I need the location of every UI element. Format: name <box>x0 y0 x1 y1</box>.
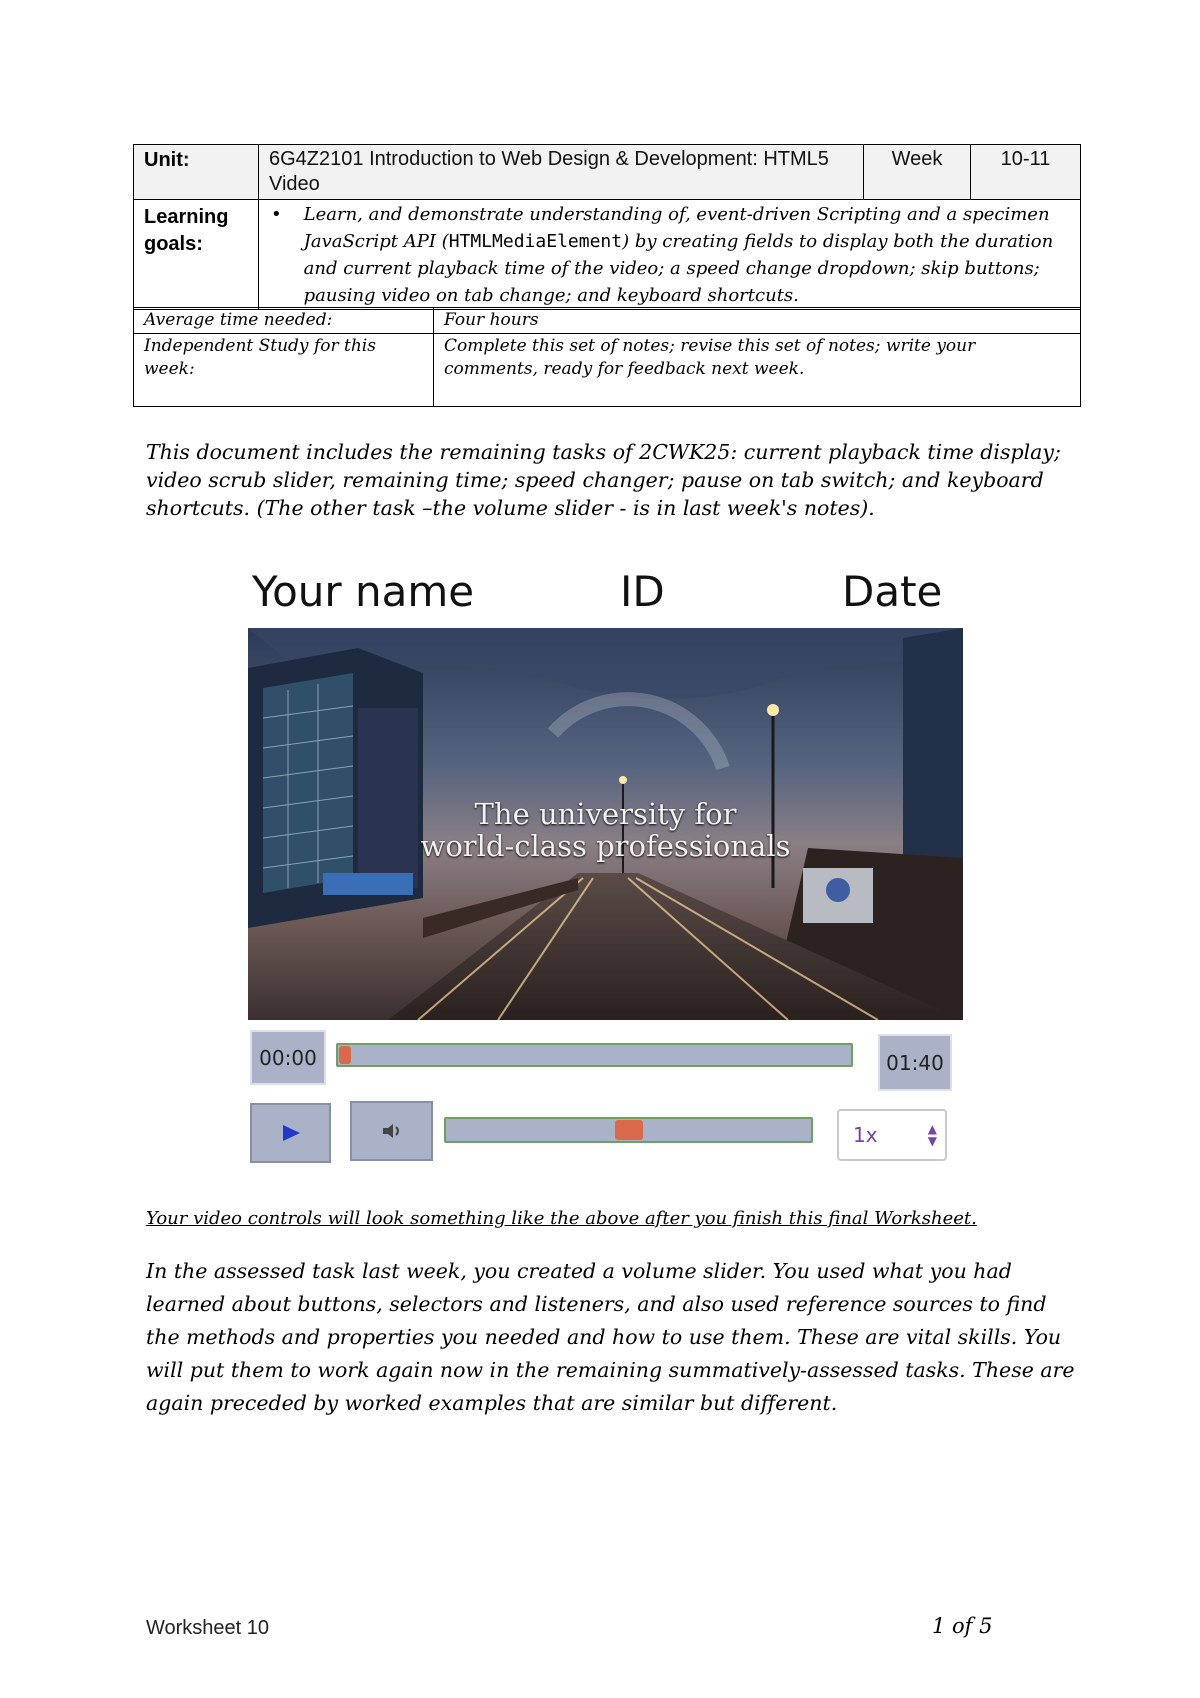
goals-code: HTMLMediaElement <box>448 231 623 252</box>
figure-caption: Your video controls will look something like the above after you finish this final Worksheet. <box>146 1208 977 1229</box>
volume-slider-thumb[interactable] <box>615 1120 643 1140</box>
mute-button[interactable] <box>350 1101 433 1161</box>
overlay-line-2: world-class professionals <box>420 829 791 863</box>
unit-label: Unit: <box>134 145 259 200</box>
speaker-icon <box>381 1123 403 1139</box>
video-frame[interactable] <box>248 628 963 1020</box>
body-paragraph: In the assessed task last week, you created a volume slider. You used what you had learned about buttons, selectors and listeners, and also used reference sources to find the methods and properties you needed and how to use them. These are vital skills. You will put them to work again now in the remaining summatively-assessed tasks. These are again preceded by worked examples that are similar but different. <box>146 1259 1075 1415</box>
speed-select[interactable] <box>837 1109 947 1161</box>
unit-value: 6G4Z2101 Introduction to Web Design & Development: HTML5 Video <box>259 145 864 200</box>
scrub-slider[interactable] <box>336 1043 853 1067</box>
goals-text-2: ) by creating fields to display both the duration and current playback time of the video; a speed change dropdown; skip buttons; pausing video on tab change; and keyboard shortcuts. <box>303 231 1054 306</box>
duration-display: 01:40 <box>878 1034 952 1091</box>
heading-name: Your name <box>252 567 475 616</box>
week-label: Week <box>864 145 971 200</box>
page-number: 1 of 5 <box>932 1614 993 1638</box>
overlay-line-1: The university for <box>474 797 737 831</box>
heading-id: ID <box>620 567 665 616</box>
play-button[interactable] <box>250 1103 331 1163</box>
goals-item <box>269 201 1070 309</box>
select-arrows-icon: ▲ ▼ <box>927 1122 937 1148</box>
unit-info-table <box>133 144 1081 310</box>
study-label: Independent Study for this week: <box>134 334 434 407</box>
goals-cell <box>259 200 1081 310</box>
intro-text: This document includes the remaining tasks of 2CWK25: current playback time display; video scrub slider, remaining time; speed changer; pause on tab switch; and keyboard shortcuts. (The other task –the volume slider - is in last week's notes). <box>146 440 1061 520</box>
study-value: Complete this set of notes; revise this set of notes; write your comments, ready for feedback next week. <box>434 334 1081 407</box>
goals-label: Learning goals: <box>134 200 259 310</box>
time-label: Average time needed: <box>134 308 434 334</box>
scrub-slider-thumb[interactable] <box>339 1046 351 1064</box>
heading-date: Date <box>842 567 943 616</box>
bullet: • <box>271 204 282 225</box>
volume-slider[interactable] <box>444 1117 813 1143</box>
current-time-display: 00:00 <box>250 1030 326 1085</box>
footer-worksheet: Worksheet 10 <box>146 1617 270 1639</box>
week-value: 10-11 <box>971 145 1081 200</box>
study-info-table <box>133 307 1081 407</box>
goals-text-1: Learn, and demonstrate understanding of, event-driven Scripting and a specimen JavaScript API ( <box>303 204 1050 252</box>
play-icon <box>280 1123 302 1143</box>
speed-select-value: 1x <box>853 1123 878 1147</box>
time-value: Four hours <box>434 308 1081 334</box>
